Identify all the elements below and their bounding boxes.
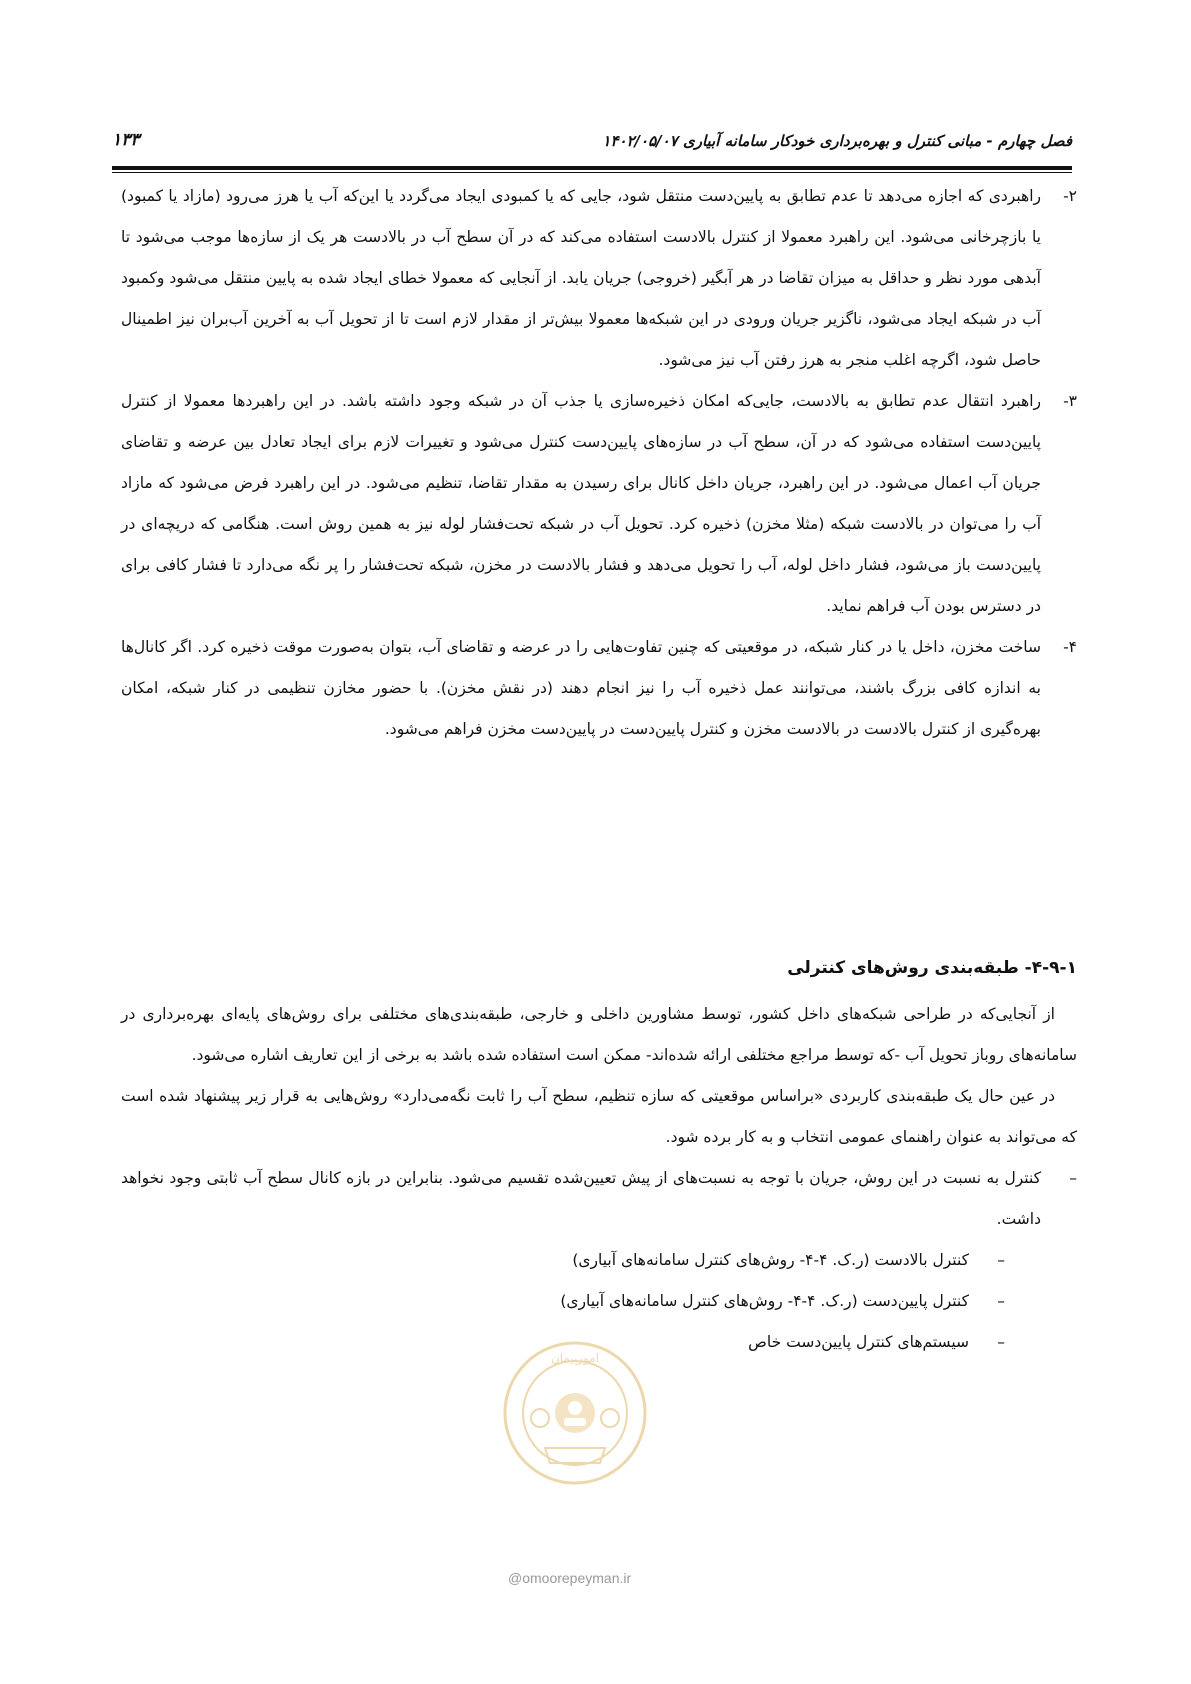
bullet-dash: – [997,1251,1005,1269]
item-number: ۳- [1063,392,1077,410]
paragraph: در عین حال یک طبقه‌بندی کاربردی «براساس موقعیتی که سازه تنظیم، سطح آب را ثابت نگه‌می‌دارد» روش‌هایی به قرار زیر پیشنهاد شده است که می‌تواند به عنوان راهنمای عمومی انتخاب و به کار برده شود. [121,1087,1077,1146]
list-item [121,627,1077,750]
item-number: ۴- [1063,638,1077,656]
chapter-title: فصل چهارم - مبانی کنترل و بهره‌برداری خودکار سامانه آبیاری ۱۴۰۲/۰۵/۰۷ [602,132,1072,150]
page-number: ۱۳۳ [112,130,140,150]
watermark-text: @omoorepeyman.ir [508,1570,632,1586]
bullet-text: کنترل به نسبت در این روش، جریان با توجه به نسبت‌های از پیش تعیین‌شده تقسیم می‌شود. بنابراین در بازه کانال سطح آب ثابتی وجود نخواهد داشت. [121,1169,1041,1228]
list-item [121,176,1077,381]
bullet-text: سیستم‌های کنترل پایین‌دست خاص [748,1333,969,1351]
list-item [121,381,1077,627]
item-text: راهبردی که اجازه می‌دهد تا عدم تطابق به پایین‌دست منتقل شود، جایی که یا کمبودی ایجاد می‌گردد یا این‌که آب یا هرز می‌رود (مازاد یا کمبود) یا بازچرخانی می‌شود. این راهبرد معمولا از کنترل بالادست استفاده می‌کند که در آن سطح آب در بالادست هر یک از سازه‌ها موجب می‌شود تا آبدهی مورد نظر و حداقل به میزان تقاضا در هر آبگیر (خروجی) جریان یابد. از آنجایی که معمولا خطای ایجاد شده به پایین منتقل می‌شود وکمبود آب در شبکه ایجاد می‌شود، ناگزیر جریان ورودی در این شبکه‌ها معمولا بیش‌تر از مقدار لازم است تا از تحویل آب به آخرین آب‌بران نیز اطمینال حاصل شود، اگرچه اغلب منجر به هرز رفتن آب نیز می‌شود. [121,187,1041,369]
item-text: ساخت مخزن، داخل یا در کنار شبکه، در موقعیتی که چنین تفاوت‌هایی را در عرضه و تقاضای آب، بتوان به‌صورت موقت ذخیره کرد. اگر کانال‌ها به اندازه کافی بزرگ باشند، می‌توانند عمل ذخیره آب را نیز انجام دهند (در نقش مخزن). با حضور مخازن تنظیمی در کنار شبکه، امکان بهره‌گیری از کنترل بالادست در بالادست مخزن و کنترل پایین‌دست در پایین‌دست مخزن فراهم می‌شود. [121,638,1041,738]
bullet-dash: – [997,1292,1005,1310]
header-rule-thin [112,172,1072,173]
item-number: ۲- [1063,187,1077,205]
bullet-dash: – [997,1333,1005,1351]
bullet-item [121,1158,1077,1240]
page-header [112,128,1072,164]
stamp-logo-icon [500,1338,650,1488]
bullet-item [121,1281,1077,1322]
svg-text:امورپیمان: امورپیمان [550,1351,600,1365]
bullet-text: کنترل پایین‌دست (ر.ک. ۴-۴- روش‌های کنترل سامانه‌های آبیاری) [560,1292,969,1310]
paragraph: از آنجایی‌که در طراحی شبکه‌های داخل کشور، توسط مشاورین داخلی و خارجی، طبقه‌بندی‌های مختلفی برای روش‌های پایه‌ای بهره‌برداری در سامانه‌های روباز تحویل آب -که توسط مراجع مختلفی ارائه شده‌اند- ممکن است استفاده شده باشد به برخی از این تعاریف اشاره می‌شود. [121,1005,1077,1064]
section-classification [121,948,1077,1363]
header-rule-thick [112,166,1072,170]
bullet-text: کنترل بالادست (ر.ک. ۴-۴- روش‌های کنترل سامانه‌های آبیاری) [572,1251,969,1269]
bullet-item [121,1240,1077,1281]
numbered-list [121,176,1077,750]
item-text: راهبرد انتقال عدم تطابق به بالادست، جایی‌که امکان ذخیره‌سازی یا جذب آن در شبکه وجود داشته باشد. در این راهبردها معمولا از کنترل پایین‌دست استفاده می‌شود که در آن، سطح آب در سازه‌های پایین‌دست کنترل می‌شود و تغییرات لازم برای ایجاد تعادل بین عرضه و تقاضای جریان آب اعمال می‌شود. در این راهبرد، جریان داخل کانال برای رسیدن به مقدار تقاضا، تنظیم می‌شود. در این راهبرد فرض می‌شود که مازاد آب را می‌توان در بالادست شبکه (مثلا مخزن) ذخیره کرد. تحویل آب در شبکه تحت‌فشار لوله نیز به همین روش است. هنگامی که دریچه‌ای در پایین‌دست باز می‌شود، فشار داخل لوله، آب را تحویل می‌دهد و فشار بالادست در مخزن، شبکه تحت‌فشار را پر نگه می‌دارد تا فشار کافی برای در دسترس بودن آب فراهم نماید. [121,392,1041,615]
section-heading: ۴-۹-۱- طبقه‌بندی روش‌های کنترلی [787,958,1077,978]
bullet-dash: – [1069,1169,1077,1187]
